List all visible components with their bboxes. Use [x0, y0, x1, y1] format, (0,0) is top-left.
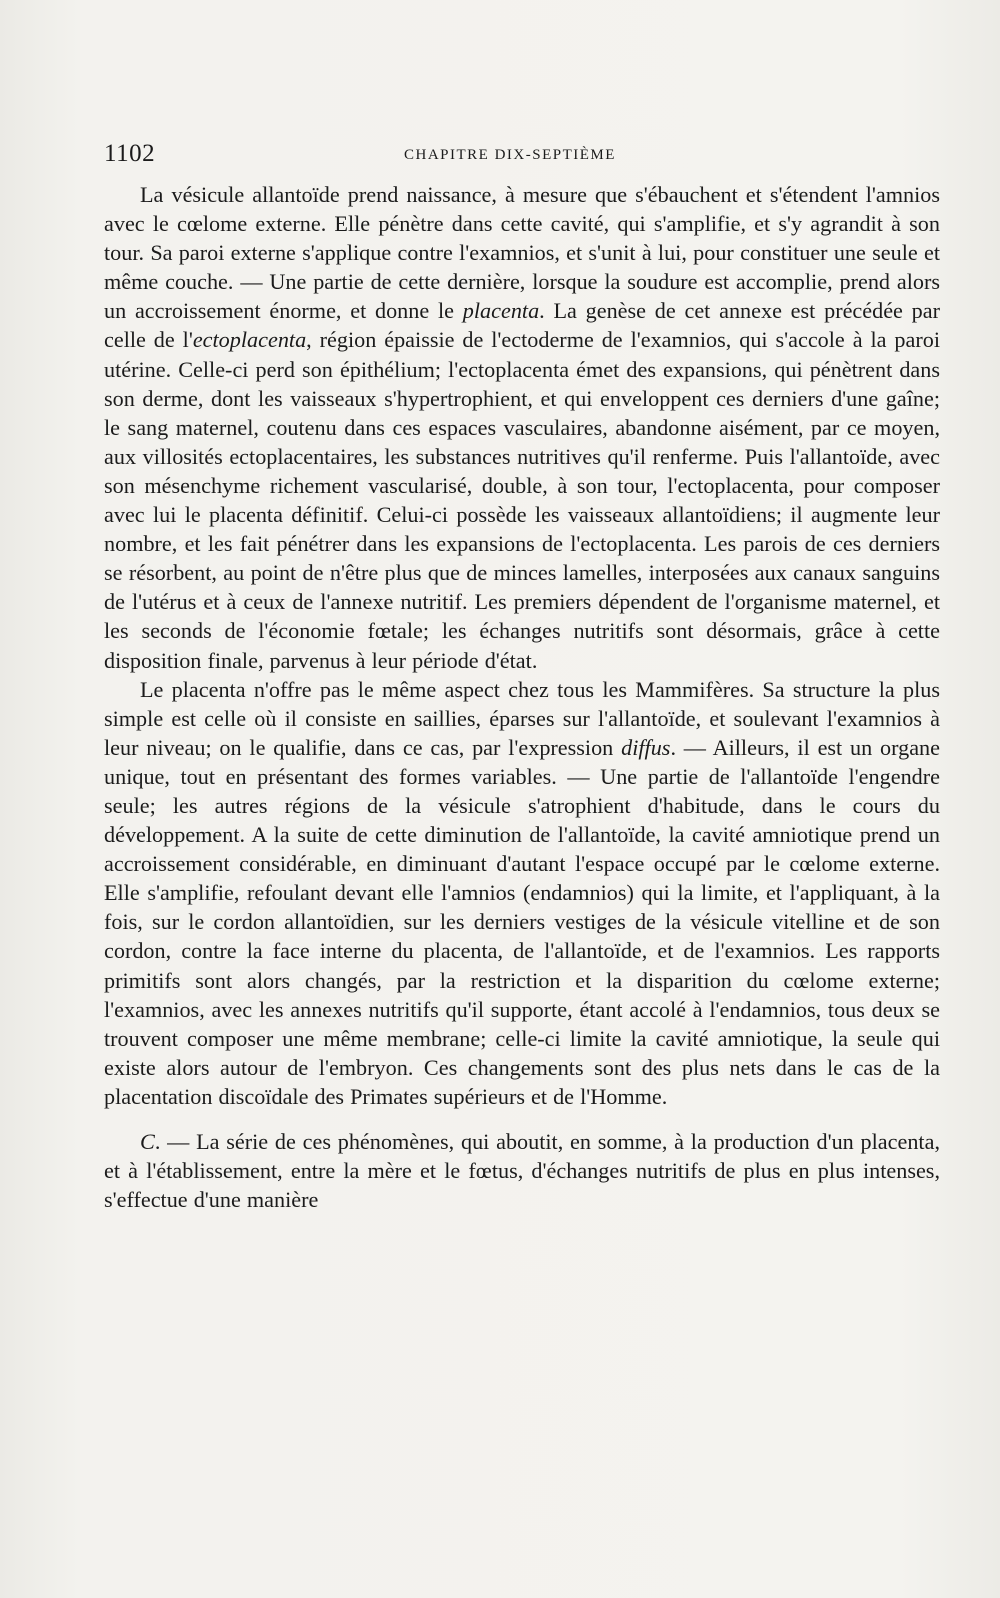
italic-term: placenta	[462, 298, 540, 324]
italic-term: C	[140, 1129, 155, 1154]
text-run: . — Ailleurs, il est un organe unique, tout en présentant des formes variables. — Une partie de l'allantoïde l'engendre seule; les autres régions de la vésicule s'atrophient d'habitude, dans le cours du développement. A la suite de cette diminution de l'allantoïde, la cavité amniotique prend un accroissement considérable, en diminuant d'autant l'espace occupé par le cœlome externe. Elle s'amplifie, refoulant devant elle l'amnios (endamnios) qui la limite, et l'appliquant, à la fois, sur le cordon allantoïdien, sur les derniers vestiges de la vésicule vitelline et de son cordon, contre la face interne du placenta, de l'allantoïde, et de l'examnios. Les rapports primitifs sont alors changés, par la restriction et la disparition du cœlome externe; l'examnios, avec les annexes nutritifs qu'il supporte, étant accolé à l'endamnios, tous deux se trouvent composer une même membrane; celle-ci limite la cavité amniotique, la seule qui existe alors autour de l'embryon. Ces changements sont des plus nets dans le cas de la placentation discoïdale des Primates supérieurs et de l'Homme.	[104, 734, 940, 1109]
paragraph	[104, 180, 940, 675]
text-run: . — La série de ces phénomènes, qui aboutit, en somme, à la production d'un placenta, et à l'établissement, entre la mère et le fœtus, d'échanges nutritifs de plus en plus intenses, s'effectue d'une manière	[104, 1129, 940, 1213]
text-run: , région épaissie de l'ectoderme de l'examnios, qui s'accole à la paroi utérine. Celle-ci perd son épithélium; l'ectoplacenta émet des expansions, qui pénètrent dans son derme, dont les vaisseaux s'hypertrophient, et qui enveloppent ces derniers d'une gaîne; le sang maternel, coutenu dans ces espaces vasculaires, abandonne aisément, par ce moyen, aux villosités ectoplacentaires, les substances nutritives qu'il renferme. Puis l'allantoïde, avec son mésenchyme richement vascularisé, double, à son tour, l'ectoplacenta, pour composer avec lui le placenta définitif. Celui-ci possède les vaisseaux allantoïdiens; il augmente leur nombre, et les fait pénétrer dans les expansions de l'ectoplacenta. Les parois de ces derniers se résorbent, au point de n'être plus que de minces lamelles, interposées aux canaux sanguins de l'utérus et à ceux de l'annexe nutritif. Les premiers dépendent de l'organisme maternel, et les seconds de l'économie fœtale; les échanges nutritifs sont désormais, grâce à cette disposition finale, parvenus à leur période d'état.	[104, 327, 940, 673]
text-run: . La genèse de cet annexe est précédée par celle de l'	[104, 298, 941, 353]
running-title: CHAPITRE DIX-SEPTIÈME	[404, 147, 616, 163]
page-header	[104, 140, 940, 172]
paragraph	[104, 1127, 940, 1214]
italic-term: diffus	[621, 734, 671, 760]
page-number: 1102	[104, 140, 156, 167]
italic-term: ectoplacenta	[192, 327, 307, 353]
text-run: Le placenta n'offre pas le même aspect chez tous les Mammifères. Sa structure la plus simple est celle où il consiste en saillies, éparses sur l'allantoïde, et soulevant l'examnios à leur niveau; on le qualifie, dans ce cas, par l'expression	[104, 676, 940, 760]
paragraph	[104, 675, 940, 1111]
body-text	[104, 180, 940, 1214]
text-run: La vésicule allantoïde prend naissance, à mesure que s'ébauchent et s'étendent l'amnios avec le cœlome externe. Elle pénètre dans cette cavité, qui s'amplifie, et s'y agrandit à son tour. Sa paroi externe s'applique contre l'examnios, et s'unit à lui, pour constituer une seule et même couche. — Une partie de cette dernière, lorsque la soudure est accomplie, prend alors un accroissement énorme, et donne le	[104, 182, 940, 324]
